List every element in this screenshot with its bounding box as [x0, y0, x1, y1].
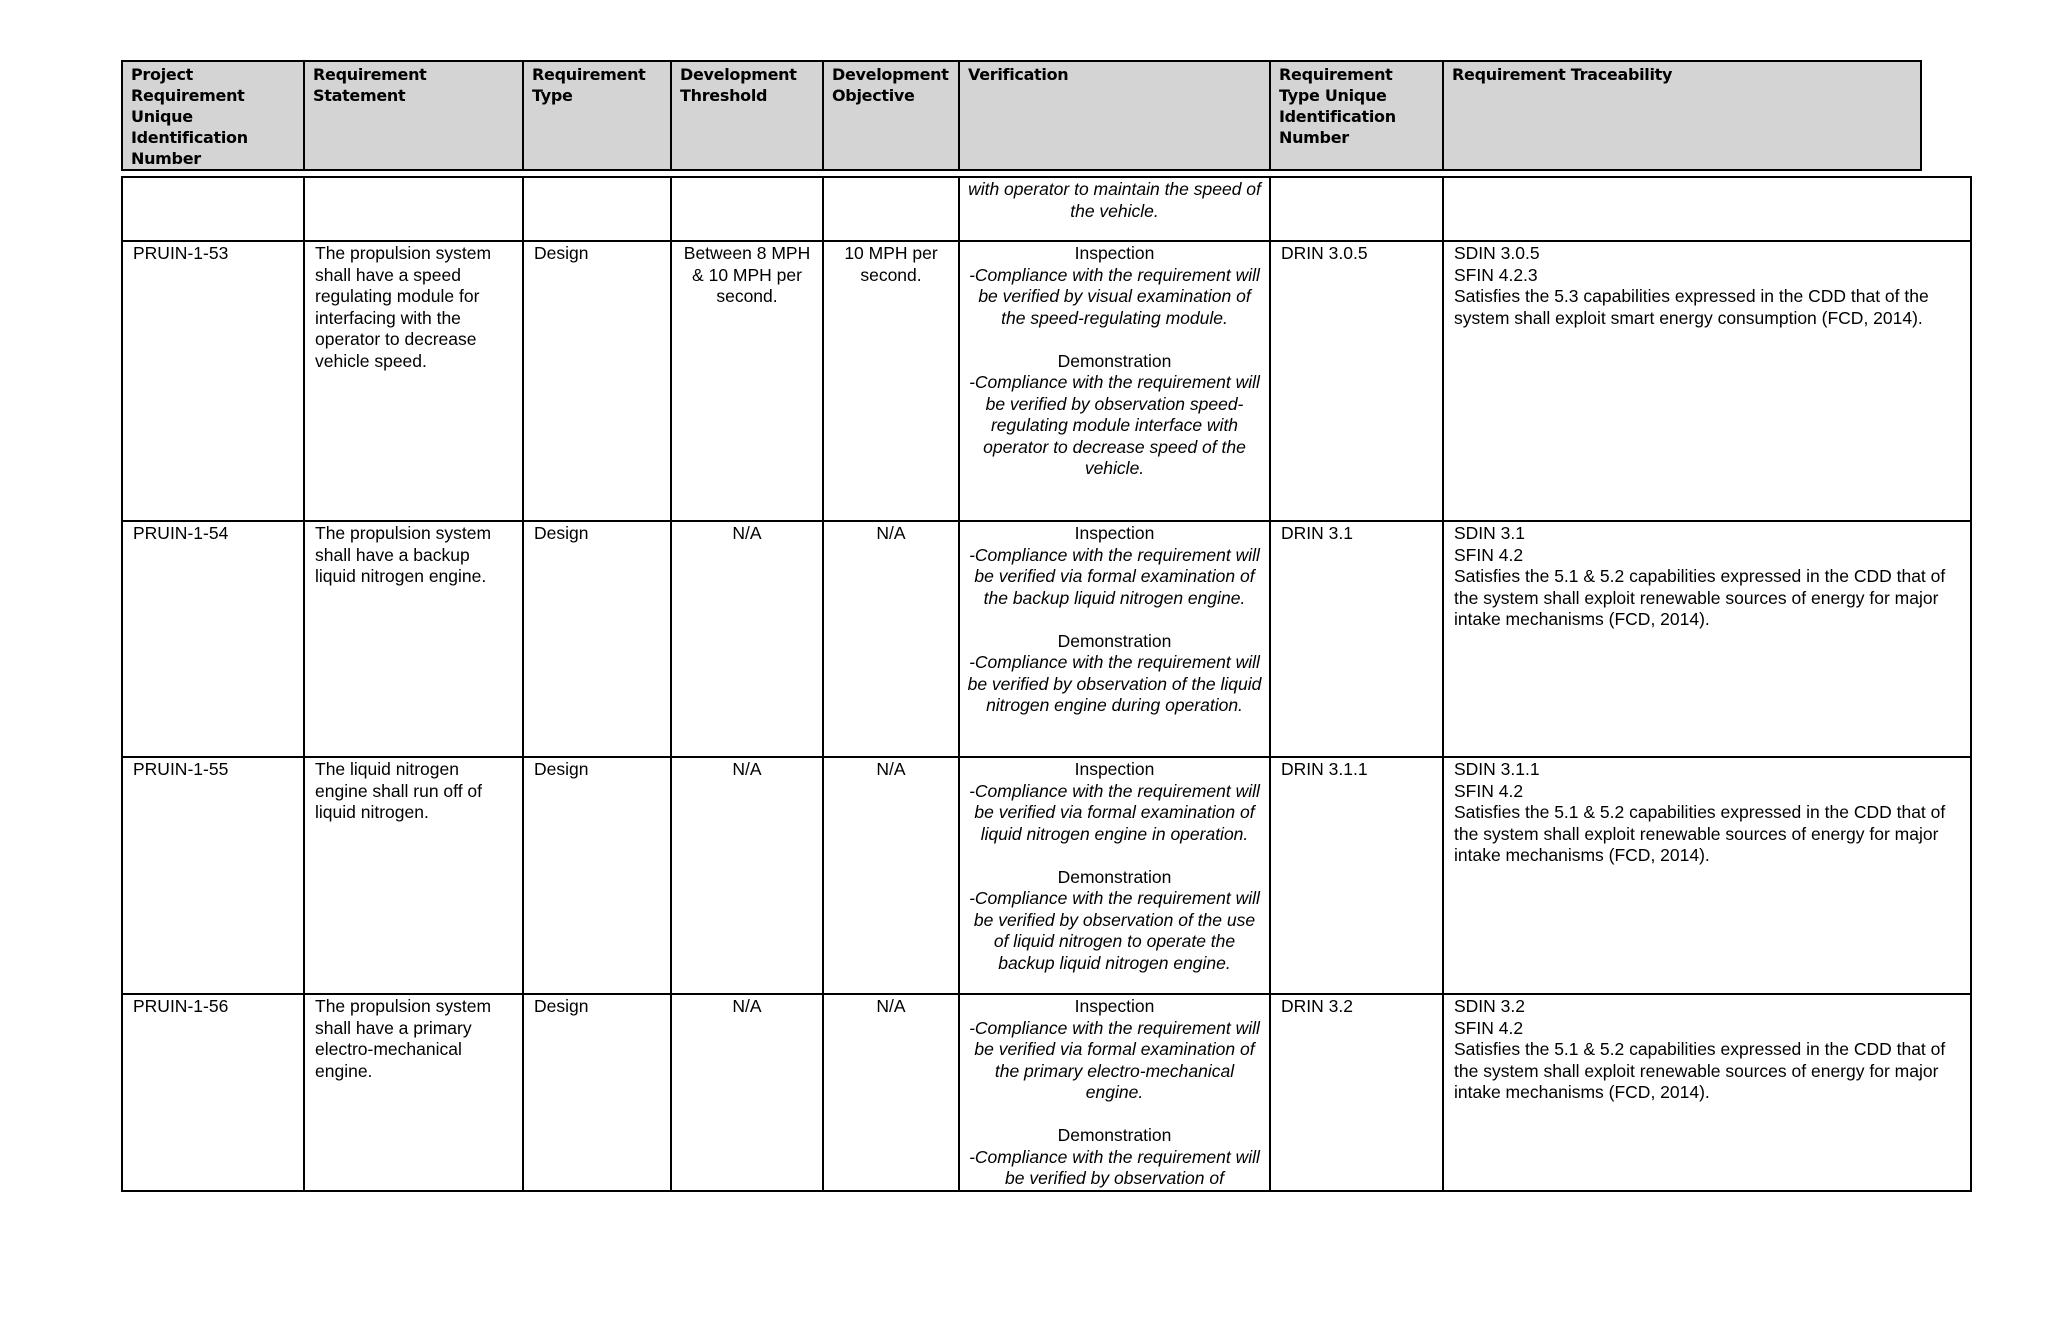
header-row	[122, 61, 1921, 170]
cell-statement: The liquid nitrogen engine shall run off of liquid nitrogen.	[304, 757, 523, 994]
header-col-development-objective: Development Objective	[823, 61, 959, 170]
demonstration-text: -Compliance with the requirement will be verified by observation of the liquid nitrogen engine during operation.	[967, 652, 1262, 715]
demonstration-text: -Compliance with the requirement will be verified by observation speed-regulating module interface with operator to decrease speed of the vehicle.	[969, 372, 1260, 478]
header-col-requirement-type-id: Requirement Type Unique Identification Number	[1270, 61, 1443, 170]
header-col-project-requirement-id: Project Requirement Unique Identification Number	[122, 61, 304, 170]
cell-drin: DRIN 3.1.1	[1270, 757, 1443, 994]
cell-verification	[959, 521, 1270, 757]
cell-type	[523, 177, 671, 241]
cell-objective: N/A	[823, 994, 959, 1191]
cell-id: PRUIN-1-55	[122, 757, 304, 994]
inspection-label: Inspection	[1074, 523, 1155, 543]
table-row	[122, 994, 1971, 1191]
cell-objective: N/A	[823, 757, 959, 994]
header-col-requirement-statement: Requirement Statement	[304, 61, 523, 170]
requirements-body-table	[121, 176, 1972, 1192]
cell-drin	[1270, 177, 1443, 241]
cell-traceability	[1443, 757, 1971, 994]
requirements-header-table	[121, 60, 1922, 171]
cell-threshold: Between 8 MPH & 10 MPH per second.	[671, 241, 823, 521]
trace-sdin: SDIN 3.1.1	[1454, 759, 1540, 779]
demonstration-label: Demonstration	[1057, 866, 1172, 887]
cell-threshold	[671, 177, 823, 241]
trace-text: Satisfies the 5.1 & 5.2 capabilities expressed in the CDD that of the system shall exploit renewable sources of energy for major intake mechanisms (FCD, 2014).	[1454, 566, 1946, 629]
inspection-label: Inspection	[1074, 243, 1155, 263]
cell-verification	[959, 994, 1270, 1191]
cell-id: PRUIN-1-56	[122, 994, 304, 1191]
demonstration-label: Demonstration	[1057, 630, 1172, 651]
inspection-label: Inspection	[1074, 759, 1155, 779]
demonstration-label: Demonstration	[1057, 1125, 1172, 1145]
cell-verification	[959, 177, 1270, 241]
trace-sfin: SFIN 4.2	[1454, 544, 1524, 565]
cell-verification	[959, 241, 1270, 521]
inspection-text: -Compliance with the requirement will be verified via formal examination of the backup liquid nitrogen engine.	[969, 544, 1260, 608]
demonstration-label: Demonstration	[1057, 350, 1172, 371]
cell-type: Design	[523, 994, 671, 1191]
cell-drin: DRIN 3.0.5	[1270, 241, 1443, 521]
inspection-label: Inspection	[1074, 996, 1155, 1016]
cell-id: PRUIN-1-54	[122, 521, 304, 757]
inspection-text: -Compliance with the requirement will be verified via formal examination of the primary electro-mechanical engine.	[969, 1017, 1260, 1102]
cell-threshold: N/A	[671, 757, 823, 994]
cell-traceability	[1443, 994, 1971, 1191]
demonstration-text: -Compliance with the requirement will be verified by observation of	[969, 1146, 1260, 1188]
trace-sdin: SDIN 3.0.5	[1454, 243, 1540, 263]
trace-sfin: SFIN 4.2	[1454, 1017, 1524, 1038]
cell-threshold: N/A	[671, 521, 823, 757]
table-row	[122, 757, 1971, 994]
demonstration-text: -Compliance with the requirement will be verified by observation of the use of liquid nitrogen to operate the backup liquid nitrogen engine.	[969, 888, 1260, 973]
cell-drin: DRIN 3.1	[1270, 521, 1443, 757]
trace-sfin: SFIN 4.2	[1454, 780, 1524, 801]
cell-objective: N/A	[823, 521, 959, 757]
cell-threshold: N/A	[671, 994, 823, 1191]
cell-type: Design	[523, 757, 671, 994]
trace-sdin: SDIN 3.1	[1454, 523, 1525, 543]
cell-drin: DRIN 3.2	[1270, 994, 1443, 1191]
header-col-verification: Verification	[959, 61, 1270, 170]
header-col-requirement-type: Requirement Type	[523, 61, 671, 170]
cell-objective: 10 MPH per second.	[823, 241, 959, 521]
table-row	[122, 241, 1971, 521]
inspection-text: -Compliance with the requirement will be verified via formal examination of liquid nitrogen engine in operation.	[969, 780, 1260, 844]
trace-text: Satisfies the 5.3 capabilities expressed in the CDD that of the system shall exploit smart energy consumption (FCD, 2014).	[1454, 286, 1929, 328]
cell-id	[122, 177, 304, 241]
trace-text: Satisfies the 5.1 & 5.2 capabilities expressed in the CDD that of the system shall exploit renewable sources of energy for major intake mechanisms (FCD, 2014).	[1454, 1039, 1946, 1102]
header-col-development-threshold: Development Threshold	[671, 61, 823, 170]
cell-statement: The propulsion system shall have a backup liquid nitrogen engine.	[304, 521, 523, 757]
cell-type: Design	[523, 521, 671, 757]
cell-objective	[823, 177, 959, 241]
cell-statement: The propulsion system shall have a speed regulating module for interfacing with the operator to decrease vehicle speed.	[304, 241, 523, 521]
table-row	[122, 521, 1971, 757]
cell-traceability	[1443, 177, 1971, 241]
cell-statement	[304, 177, 523, 241]
cell-statement: The propulsion system shall have a primary electro-mechanical engine.	[304, 994, 523, 1191]
verification-continuation-text: with operator to maintain the speed of the vehicle.	[968, 179, 1261, 221]
cell-type: Design	[523, 241, 671, 521]
trace-sdin: SDIN 3.2	[1454, 996, 1525, 1016]
trace-sfin: SFIN 4.2.3	[1454, 264, 1538, 285]
cell-id: PRUIN-1-53	[122, 241, 304, 521]
cell-traceability	[1443, 241, 1971, 521]
cell-traceability	[1443, 521, 1971, 757]
continuation-row	[122, 177, 1971, 241]
trace-text: Satisfies the 5.1 & 5.2 capabilities expressed in the CDD that of the system shall exploit renewable sources of energy for major intake mechanisms (FCD, 2014).	[1454, 802, 1946, 865]
inspection-text: -Compliance with the requirement will be verified by visual examination of the speed-regulating module.	[969, 264, 1260, 328]
cell-verification	[959, 757, 1270, 994]
header-col-requirement-traceability: Requirement Traceability	[1443, 61, 1921, 170]
